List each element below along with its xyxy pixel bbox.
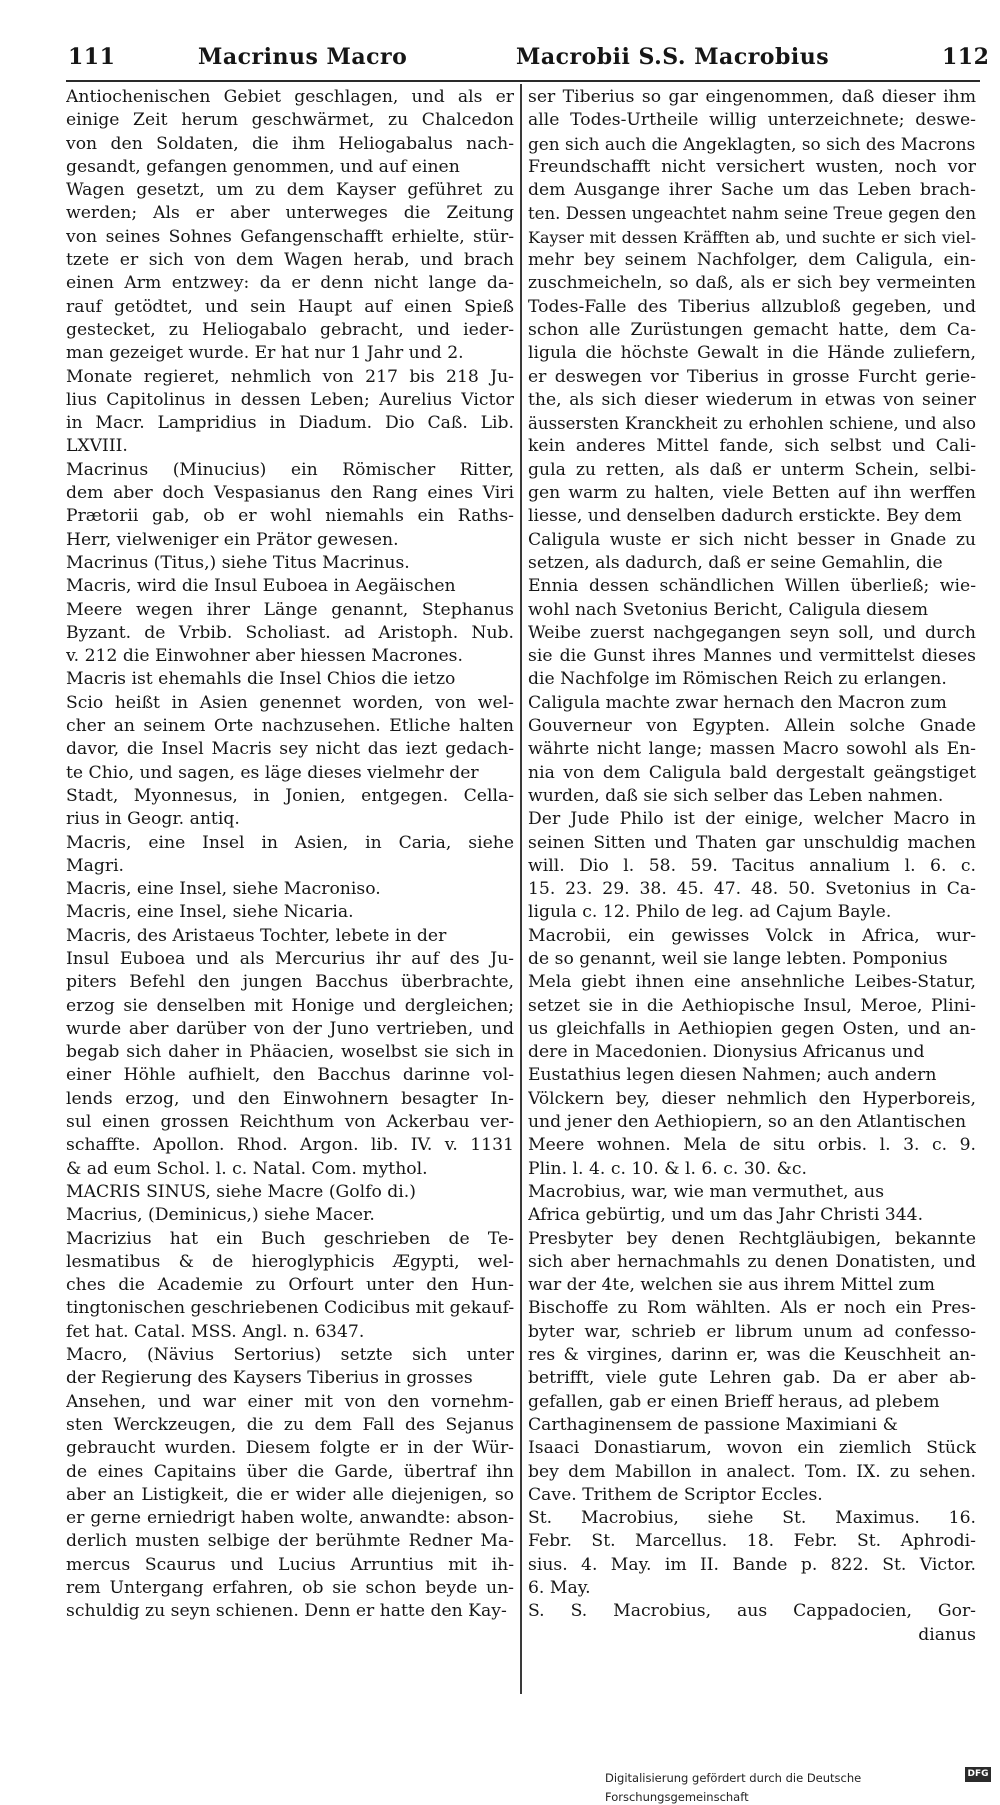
text-line: einige Zeit herum geschwärmet, zu Chalcedon bbox=[66, 110, 514, 131]
text-line: rem Untergang erfahren, ob sie schon beyde un- bbox=[66, 1578, 514, 1598]
text-line: erzog sie denselben mit Honige und dergleichen; bbox=[66, 995, 514, 1016]
text-line: von seines Sohnes Gefangenschafft erhielte, stür- bbox=[66, 226, 514, 247]
text-line: de so genannt, weil sie lange lebten. Pomponius bbox=[528, 948, 948, 969]
text-line: Kayser mit dessen Kräfften ab, und suchte er sich viel- bbox=[528, 227, 976, 247]
text-line: Macrius, (Deminicus,) siehe Macer. bbox=[66, 1205, 375, 1226]
text-line: sie die Gunst ihres Mannes und vermittelst dieses bbox=[528, 646, 976, 667]
text-line: zuschmeicheln, so daß, als er sich bey vermeinten bbox=[528, 273, 976, 294]
text-line: Herr, vielweniger ein Prätor gewesen. bbox=[66, 529, 399, 550]
text-line: Macro, (Nävius Sertorius) setzte sich unter bbox=[66, 1345, 514, 1366]
text-line: 6. May. bbox=[528, 1578, 591, 1598]
right-column bbox=[528, 86, 976, 1647]
text-line: sul einen grossen Reichthum von Ackerbau ver- bbox=[66, 1112, 514, 1133]
text-line: sich aber hernachmahls zu denen Donatisten, und bbox=[528, 1251, 976, 1272]
text-line: bey dem Mabillon in analect. Tom. IX. zu sehen. bbox=[528, 1461, 976, 1482]
left-column bbox=[66, 86, 514, 1624]
text-line: ser Tiberius so gar eingenommen, daß dieser ihm bbox=[528, 87, 976, 107]
text-line: kein anderes Mittel fande, sich selbst und Cali- bbox=[528, 436, 976, 457]
text-line: schaffte. Apollon. Rhod. Argon. lib. IV. v. 1131 bbox=[66, 1135, 514, 1156]
text-line: Caligula machte zwar hernach den Macron zum bbox=[528, 692, 947, 713]
text-line: er deswegen vor Tiberius in grosse Furcht gerie- bbox=[528, 366, 976, 387]
text-line: Ansehen, und war einer mit von den vornehm- bbox=[66, 1391, 514, 1412]
text-line: der Regierung des Kaysers Tiberius in grosses bbox=[66, 1368, 473, 1389]
text-line: LXVIII. bbox=[66, 436, 128, 457]
text-line: Magri. bbox=[66, 855, 125, 876]
text-line: gesandt, gefangen genommen, und auf einen bbox=[66, 156, 460, 177]
text-line: Mela giebt ihnen eine ansehnliche Leibes-Statur, bbox=[528, 972, 976, 993]
text-line: mehr bey seinem Nachfolger, dem Caligula, ein- bbox=[528, 250, 976, 271]
page-footer bbox=[605, 1767, 993, 1804]
text-line: Presbyter bey denen Rechtgläubigen, bekannte bbox=[528, 1228, 976, 1249]
text-line: Todes-Falle des Tiberius allzubloß gegeben, und bbox=[528, 296, 976, 317]
text-line: schon alle Zurüstungen gemacht hatte, dem Ca- bbox=[528, 319, 976, 340]
text-line: Insul Euboea und als Mercurius ihr auf des Ju- bbox=[66, 948, 514, 969]
text-line: begab sich daher in Phäacien, woselbst sie sich in bbox=[66, 1042, 514, 1063]
text-line: sius. 4. May. im II. Bande p. 822. St. Victor. bbox=[528, 1554, 976, 1575]
column-divider bbox=[520, 84, 522, 1694]
text-line: wohl nach Svetonius Bericht, Caligula diesem bbox=[528, 599, 929, 620]
text-line: von den Soldaten, die ihm Heliogabalus nach- bbox=[66, 133, 514, 154]
text-line: lius Capitolinus in dessen Leben; Aurelius Victor bbox=[66, 389, 514, 410]
text-line: v. 212 die Einwohner aber hiessen Macrones. bbox=[66, 646, 463, 667]
text-line: dere in Macedonien. Dionysius Africanus und bbox=[528, 1042, 925, 1063]
text-line: einer Höhle aufhielt, den Bacchus darinne vol- bbox=[66, 1065, 514, 1086]
text-line: Antiochenischen Gebiet geschlagen, und als er bbox=[66, 87, 514, 107]
text-line: Macris, eine Insel, siehe Nicaria. bbox=[66, 902, 354, 923]
text-line: aber an Listigkeit, die er wider alle diejenigen, so bbox=[66, 1484, 514, 1505]
text-line: Freundschafft nicht versichert wusten, noch vor bbox=[528, 156, 976, 177]
text-line: dem aber doch Vespasianus den Rang eines Viri bbox=[66, 483, 514, 504]
text-line: Cave. Trithem de Scriptor Eccles. bbox=[528, 1484, 823, 1505]
text-line: te Chio, und sagen, es läge dieses vielmehr der bbox=[66, 762, 479, 783]
text-line: Macris, wird die Insul Euboea in Aegäischen bbox=[66, 576, 456, 597]
text-line: gebraucht wurden. Diesem folgte er in der Wür- bbox=[66, 1438, 514, 1459]
running-head-right: Macrobii S.S. Macrobius bbox=[516, 44, 830, 70]
text-line: alle Todes-Urtheile willig unterzeichnete; deswe- bbox=[528, 110, 976, 131]
text-line: Febr. St. Marcellus. 18. Febr. St. Aphrodi- bbox=[528, 1531, 976, 1552]
text-line: lends erzog, und den Einwohnern besagter In- bbox=[66, 1088, 514, 1109]
text-line: ches die Academie zu Orfourt unter den Hun- bbox=[66, 1275, 514, 1296]
text-line: tzete er sich von dem Wagen herab, und brach bbox=[66, 250, 514, 271]
text-line: liesse, und denselben dadurch erstickte. Bey dem bbox=[528, 506, 962, 527]
text-line: Prætorii gab, ob er wohl niemahls ein Raths- bbox=[66, 506, 514, 527]
text-line: rius in Geogr. antiq. bbox=[66, 809, 240, 830]
text-line: will. Dio l. 58. 59. Tacitus annalium l. 6. c. bbox=[528, 855, 976, 876]
text-line: tingtonischen geschriebenen Codicibus mit gekauf- bbox=[66, 1298, 514, 1319]
text-line: cher an seinem Orte nachzusehen. Etliche halten bbox=[66, 716, 514, 737]
text-line: Meere wohnen. Mela de situ orbis. l. 3. c. 9. bbox=[528, 1135, 976, 1156]
text-line: Gouverneur von Egypten. Allein solche Gnade bbox=[528, 716, 976, 737]
text-line: St. Macrobius, siehe St. Maximus. 16. bbox=[528, 1508, 976, 1529]
text-line: seinen Sitten und Thaten gar unschuldig machen bbox=[528, 832, 976, 853]
text-line: werden; Als er aber unterweges die Zeitung bbox=[66, 203, 514, 224]
text-line: Caligula wuste er sich nicht besser in Gnade zu bbox=[528, 529, 976, 550]
text-line: ten. Dessen ungeachtet nahm seine Treue gegen den bbox=[528, 204, 976, 224]
text-line: S. S. Macrobius, aus Cappadocien, Gor- bbox=[528, 1601, 976, 1622]
text-line: gefallen, gab er einen Brieff heraus, ad plebem bbox=[528, 1391, 940, 1412]
text-line: setzet sie in die Aethiopische Insul, Meroe, Plini- bbox=[528, 995, 976, 1016]
text-line: Wagen gesetzt, um zu dem Kayser geführet zu bbox=[66, 180, 514, 201]
text-line: gen warm zu halten, viele Betten auf ihn werffen bbox=[528, 483, 976, 504]
text-line: fet hat. Catal. MSS. Angl. n. 6347. bbox=[66, 1321, 365, 1342]
text-line: ligula die höchste Gewalt in die Hände zuliefern, bbox=[528, 343, 976, 364]
text-line: wurde aber darüber von der Juno vertrieben, und bbox=[66, 1018, 514, 1039]
text-line: Macris, eine Insel in Asien, in Caria, siehe bbox=[66, 832, 514, 853]
text-line: sten Werckzeugen, die zu dem Fall des Sejanus bbox=[66, 1414, 514, 1435]
text-line: nia von dem Caligula bald dergestalt geängstiget bbox=[528, 762, 976, 783]
text-line: in Macr. Lampridius in Diadum. Dio Caß. Lib. bbox=[66, 413, 514, 434]
text-line: die Nachfolge im Römischen Reich zu erlangen. bbox=[528, 669, 947, 690]
page-header bbox=[68, 38, 990, 78]
text-line: byter war, schrieb er librum unum ad confesso- bbox=[528, 1321, 976, 1342]
text-line: Stadt, Myonnesus, in Jonien, entgegen. Cella- bbox=[66, 785, 514, 806]
text-line: er gerne erniedrigt haben wolte, anwandte: abson- bbox=[66, 1508, 514, 1529]
page-number-right: 112 bbox=[942, 44, 990, 70]
running-head-left: Macrinus Macro bbox=[198, 44, 408, 70]
text-line: äussersten Kranckheit zu erhohlen schiene, und also bbox=[528, 414, 976, 434]
text-line: 15. 23. 29. 38. 45. 47. 48. 50. Svetonius in Ca- bbox=[528, 879, 976, 900]
text-line: währte nicht lange; massen Macro sowohl als En- bbox=[528, 739, 976, 760]
text-line: Macrizius hat ein Buch geschrieben de Te- bbox=[66, 1228, 514, 1249]
text-line: setzen, als dadurch, daß er seine Gemahlin, die bbox=[528, 552, 943, 573]
text-line: mercus Scaurus und Lucius Arruntius mit ih- bbox=[66, 1554, 514, 1575]
text-line: rauf getödtet, und sein Haupt auf einen Spieß bbox=[66, 296, 514, 317]
text-line: Ennia dessen schändlichen Willen überließ; wie- bbox=[528, 576, 976, 597]
text-line: Africa gebürtig, und um das Jahr Christi 344. bbox=[528, 1205, 924, 1226]
page-number-left: 111 bbox=[68, 44, 116, 70]
text-line: Monate regieret, nehmlich von 217 bis 218 Ju- bbox=[66, 366, 514, 387]
text-line: derlich musten selbige der berühmte Redner Ma- bbox=[66, 1531, 514, 1552]
text-line: Meere wegen ihrer Länge genannt, Stephanus bbox=[66, 599, 514, 620]
text-line: & ad eum Schol. l. c. Natal. Com. mythol. bbox=[66, 1158, 428, 1179]
text-line: Eustathius legen diesen Nahmen; auch andern bbox=[528, 1065, 937, 1086]
dfg-logo: DFG bbox=[965, 1767, 991, 1782]
text-line: Macrinus (Titus,) siehe Titus Macrinus. bbox=[66, 552, 410, 573]
text-line: gen sich auch die Angeklagten, so sich des Macrons bbox=[528, 133, 976, 154]
text-line: davor, die Insel Macris sey nicht das iezt gedach- bbox=[66, 739, 514, 760]
digitization-credit: Digitalisierung gefördert durch die Deutsche Forschungsgemeinschaft bbox=[605, 1771, 862, 1804]
text-line: Macrobius, war, wie man vermuthet, aus bbox=[528, 1181, 885, 1202]
text-line: Völckern bey, dieser nehmlich den Hyperboreis, bbox=[528, 1088, 976, 1109]
text-line: Macris ist ehemahls die Insel Chios die ietzo bbox=[66, 669, 456, 690]
text-line: us gleichfalls in Aethiopien gegen Osten, und an- bbox=[528, 1018, 976, 1039]
text-line: MACRIS SINUS, siehe Macre (Golfo di.) bbox=[66, 1181, 416, 1202]
text-line: Weibe zuerst nachgegangen seyn soll, und durch bbox=[528, 622, 976, 643]
text-line: Byzant. de Vrbib. Scholiast. ad Aristoph. Nub. bbox=[66, 622, 514, 643]
text-line: wurden, daß sie sich selber das Leben nahmen. bbox=[528, 785, 944, 806]
text-line: Plin. l. 4. c. 10. & l. 6. c. 30. &c. bbox=[528, 1158, 807, 1179]
text-line: und jener den Aethiopiern, so an den Atlantischen bbox=[528, 1112, 967, 1133]
text-line: einen Arm entzwey: da er denn nicht lange da- bbox=[66, 273, 514, 294]
text-line: Scio heißt in Asien genennet worden, von wel- bbox=[66, 692, 514, 713]
text-line: Isaaci Donastiarum, wovon ein ziemlich Stück bbox=[528, 1438, 976, 1459]
text-line: man gezeiget wurde. Er hat nur 1 Jahr und 2. bbox=[66, 343, 464, 364]
text-line: dianus bbox=[918, 1624, 976, 1645]
text-line: de eines Capitains über die Garde, übertraf ihn bbox=[66, 1461, 514, 1482]
text-line: Der Jude Philo ist der einige, welcher Macro in bbox=[528, 809, 976, 830]
text-line: Macris, eine Insel, siehe Macroniso. bbox=[66, 879, 381, 900]
text-line: schuldig zu seyn schienen. Denn er hatte den Kay- bbox=[66, 1601, 507, 1622]
text-line: dem Ausgange ihrer Sache um das Leben brach- bbox=[528, 180, 976, 201]
text-line: the, als sich dieser wiederum in etwas von seiner bbox=[528, 389, 976, 410]
header-rule bbox=[66, 80, 980, 82]
text-line: Macrinus (Minucius) ein Römischer Ritter, bbox=[66, 459, 514, 480]
text-line: Macrobii, ein gewisses Volck in Africa, wur- bbox=[528, 925, 976, 946]
text-line: ligula c. 12. Philo de leg. ad Cajum Bayle. bbox=[528, 902, 892, 923]
text-line: betrifft, viele gute Lehren gab. Da er aber ab- bbox=[528, 1368, 976, 1389]
text-line: gula zu retten, als daß er unterm Schein, selbi- bbox=[528, 459, 976, 480]
text-line: war der 4te, welchen sie aus ihrem Mittel zum bbox=[528, 1275, 935, 1296]
text-line: piters Befehl den jungen Bacchus überbrachte, bbox=[66, 972, 514, 993]
text-line: gestecket, zu Heliogabalo gebracht, und ieder- bbox=[66, 319, 514, 340]
text-line: res & virgines, darinn er, was die Keuschheit an- bbox=[528, 1345, 976, 1366]
text-line: Bischoffe zu Rom wählten. Als er noch ein Pres- bbox=[528, 1298, 976, 1319]
text-line: Carthaginensem de passione Maximiani & bbox=[528, 1414, 898, 1435]
text-line: lesmatibus & de hieroglyphicis Ægypti, wel- bbox=[66, 1251, 514, 1272]
text-line: Macris, des Aristaeus Tochter, lebete in der bbox=[66, 925, 447, 946]
